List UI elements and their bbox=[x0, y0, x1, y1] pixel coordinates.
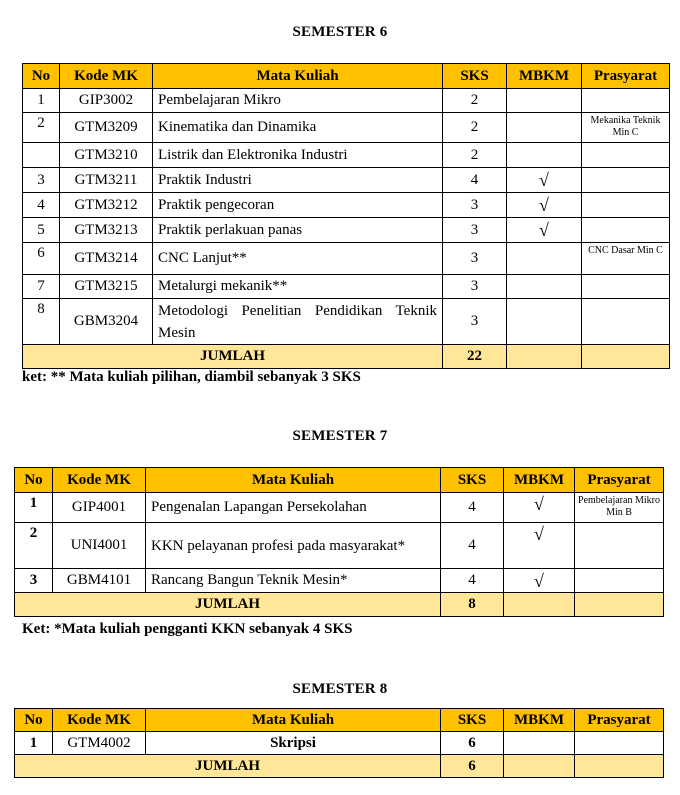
table-row bbox=[23, 143, 670, 168]
cell-mata-kuliah: CNC Lanjut** bbox=[153, 243, 443, 275]
cell-kode: GTM3210 bbox=[60, 143, 153, 168]
semester-7-table bbox=[14, 467, 664, 617]
cell-sks: 3 bbox=[443, 299, 507, 345]
total-prasyarat bbox=[575, 593, 664, 617]
cell-mbkm bbox=[507, 243, 582, 275]
total-prasyarat bbox=[582, 345, 670, 369]
cell-sks: 3 bbox=[443, 193, 507, 218]
header-no: No bbox=[23, 64, 60, 89]
header-mata-kuliah: Mata Kuliah bbox=[153, 64, 443, 89]
cell-sks: 3 bbox=[443, 275, 507, 299]
total-label: JUMLAH bbox=[15, 593, 441, 617]
cell-mbkm bbox=[507, 275, 582, 299]
cell-mbkm-check: √ bbox=[507, 218, 582, 243]
semester-6-table bbox=[22, 63, 670, 369]
cell-mbkm-check: √ bbox=[504, 569, 575, 593]
cell-sks: 2 bbox=[443, 143, 507, 168]
cell-no: 8 bbox=[23, 299, 60, 345]
cell-prasyarat bbox=[582, 143, 670, 168]
header-prasyarat: Prasyarat bbox=[575, 468, 664, 493]
cell-mata-kuliah: Kinematika dan Dinamika bbox=[153, 113, 443, 143]
table-row bbox=[23, 168, 670, 193]
total-sks: 8 bbox=[441, 593, 504, 617]
cell-prasyarat bbox=[582, 89, 670, 113]
table-header-row bbox=[23, 64, 670, 89]
table-row bbox=[23, 89, 670, 113]
cell-mbkm-check: √ bbox=[504, 493, 575, 523]
header-mata-kuliah: Mata Kuliah bbox=[146, 468, 441, 493]
cell-mbkm bbox=[504, 732, 575, 755]
total-sks: 6 bbox=[441, 755, 504, 778]
cell-prasyarat bbox=[582, 299, 670, 345]
semester-7-note: Ket: *Mata kuliah pengganti KKN sebanyak 4 SKS bbox=[22, 621, 353, 637]
cell-sks: 4 bbox=[441, 569, 504, 593]
cell-no: 6 bbox=[23, 243, 60, 275]
cell-no: 3 bbox=[23, 168, 60, 193]
cell-kode: GTM4002 bbox=[53, 732, 146, 755]
total-mbkm bbox=[504, 593, 575, 617]
cell-mata-kuliah: Praktik Industri bbox=[153, 168, 443, 193]
cell-mata-kuliah: Metodologi Penelitian Pendidikan Teknik Mesin bbox=[153, 299, 443, 345]
header-prasyarat: Prasyarat bbox=[582, 64, 670, 89]
cell-mata-kuliah: Praktik pengecoran bbox=[153, 193, 443, 218]
header-mbkm: MBKM bbox=[504, 468, 575, 493]
cell-kode: GBM3204 bbox=[60, 299, 153, 345]
cell-mbkm-check: √ bbox=[504, 523, 575, 569]
cell-no: 1 bbox=[15, 493, 53, 523]
table-row bbox=[15, 732, 664, 755]
header-kode-mk: Kode MK bbox=[60, 64, 153, 89]
cell-prasyarat bbox=[582, 168, 670, 193]
table-row bbox=[15, 569, 664, 593]
cell-sks: 3 bbox=[443, 218, 507, 243]
cell-no: 1 bbox=[23, 89, 60, 113]
cell-sks: 4 bbox=[441, 523, 504, 569]
cell-kode: GTM3215 bbox=[60, 275, 153, 299]
cell-prasyarat bbox=[582, 193, 670, 218]
cell-prasyarat bbox=[582, 218, 670, 243]
cell-prasyarat bbox=[575, 523, 664, 569]
semester-8-title: SEMESTER 8 bbox=[292, 681, 388, 697]
cell-kode: GBM4101 bbox=[53, 569, 146, 593]
header-no: No bbox=[15, 709, 53, 732]
semester-8-table bbox=[14, 708, 664, 778]
cell-prasyarat bbox=[575, 732, 664, 755]
cell-no: 1 bbox=[15, 732, 53, 755]
header-mata-kuliah: Mata Kuliah bbox=[146, 709, 441, 732]
cell-prasyarat bbox=[575, 569, 664, 593]
cell-kode: GTM3214 bbox=[60, 243, 153, 275]
table-header-row bbox=[15, 468, 664, 493]
cell-sks: 6 bbox=[441, 732, 504, 755]
cell-kode: UNI4001 bbox=[53, 523, 146, 569]
table-row bbox=[23, 218, 670, 243]
cell-sks: 4 bbox=[443, 168, 507, 193]
cell-kode: GIP3002 bbox=[60, 89, 153, 113]
header-kode-mk: Kode MK bbox=[53, 709, 146, 732]
cell-mbkm-check: √ bbox=[507, 193, 582, 218]
total-label: JUMLAH bbox=[15, 755, 441, 778]
header-no: No bbox=[15, 468, 53, 493]
semester-6-title: SEMESTER 6 bbox=[292, 24, 388, 40]
cell-mata-kuliah: Praktik perlakuan panas bbox=[153, 218, 443, 243]
cell-mbkm bbox=[507, 113, 582, 143]
cell-kode: GIP4001 bbox=[53, 493, 146, 523]
table-row bbox=[15, 493, 664, 523]
header-kode-mk: Kode MK bbox=[53, 468, 146, 493]
table-row bbox=[23, 243, 670, 275]
cell-mata-kuliah: Listrik dan Elektronika Industri bbox=[153, 143, 443, 168]
table-row bbox=[23, 113, 670, 143]
cell-no: 3 bbox=[15, 569, 53, 593]
cell-no: 4 bbox=[23, 193, 60, 218]
cell-prasyarat: Pembelajaran Mikro Min B bbox=[575, 493, 664, 523]
total-label: JUMLAH bbox=[23, 345, 443, 369]
total-row bbox=[15, 755, 664, 778]
cell-no: 7 bbox=[23, 275, 60, 299]
cell-mbkm bbox=[507, 89, 582, 113]
table-row bbox=[23, 193, 670, 218]
total-row bbox=[23, 345, 670, 369]
cell-mata-kuliah: KKN pelayanan profesi pada masyarakat* bbox=[146, 523, 441, 569]
cell-no: 2 bbox=[23, 113, 60, 143]
semester-6-note: ket: ** Mata kuliah pilihan, diambil sebanyak 3 SKS bbox=[22, 369, 361, 385]
cell-no bbox=[23, 143, 60, 168]
table-row bbox=[23, 275, 670, 299]
cell-mbkm-check: √ bbox=[507, 168, 582, 193]
cell-mata-kuliah: Pembelajaran Mikro bbox=[153, 89, 443, 113]
cell-no: 2 bbox=[15, 523, 53, 569]
total-sks: 22 bbox=[443, 345, 507, 369]
cell-mbkm bbox=[507, 143, 582, 168]
table-row bbox=[15, 523, 664, 569]
cell-no: 5 bbox=[23, 218, 60, 243]
header-sks: SKS bbox=[443, 64, 507, 89]
cell-mata-kuliah: Metalurgi mekanik** bbox=[153, 275, 443, 299]
header-sks: SKS bbox=[441, 468, 504, 493]
total-mbkm bbox=[507, 345, 582, 369]
cell-kode: GTM3212 bbox=[60, 193, 153, 218]
header-sks: SKS bbox=[441, 709, 504, 732]
table-header-row bbox=[15, 709, 664, 732]
cell-prasyarat: CNC Dasar Min C bbox=[582, 243, 670, 275]
cell-prasyarat bbox=[582, 275, 670, 299]
cell-sks: 2 bbox=[443, 113, 507, 143]
cell-kode: GTM3211 bbox=[60, 168, 153, 193]
header-mbkm: MBKM bbox=[504, 709, 575, 732]
total-prasyarat bbox=[575, 755, 664, 778]
cell-mata-kuliah: Rancang Bangun Teknik Mesin* bbox=[146, 569, 441, 593]
cell-mbkm bbox=[507, 299, 582, 345]
total-row bbox=[15, 593, 664, 617]
cell-mata-kuliah: Pengenalan Lapangan Persekolahan bbox=[146, 493, 441, 523]
cell-sks: 3 bbox=[443, 243, 507, 275]
table-row bbox=[23, 299, 670, 345]
header-prasyarat: Prasyarat bbox=[575, 709, 664, 732]
header-mbkm: MBKM bbox=[507, 64, 582, 89]
semester-7-title: SEMESTER 7 bbox=[292, 428, 388, 444]
cell-mata-kuliah: Skripsi bbox=[146, 732, 441, 755]
cell-sks: 2 bbox=[443, 89, 507, 113]
cell-sks: 4 bbox=[441, 493, 504, 523]
cell-prasyarat: Mekanika Teknik Min C bbox=[582, 113, 670, 143]
cell-kode: GTM3209 bbox=[60, 113, 153, 143]
cell-kode: GTM3213 bbox=[60, 218, 153, 243]
total-mbkm bbox=[504, 755, 575, 778]
